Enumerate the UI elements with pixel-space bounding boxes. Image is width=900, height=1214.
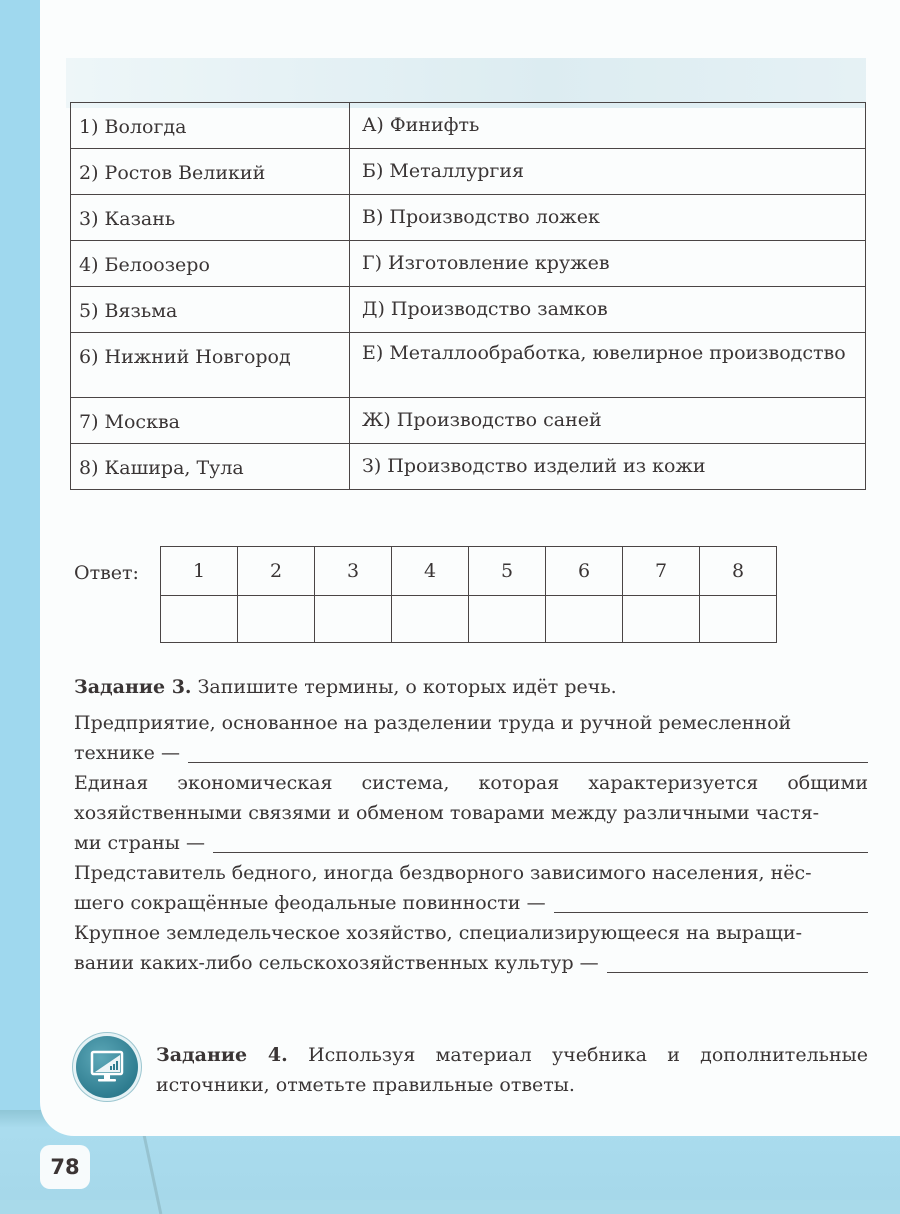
table-row — [71, 287, 866, 333]
city-cell: 2) Ростов Великий — [71, 149, 350, 195]
definition-4-answer-line[interactable] — [607, 950, 868, 973]
definition-1-answer-line[interactable] — [188, 740, 868, 763]
answer-cell-7[interactable] — [623, 596, 700, 643]
city-cell: 1) Вологда — [71, 103, 350, 149]
craft-cell: Б) Металлургия — [350, 149, 866, 195]
definition-2-tail: ми страны — — [74, 832, 205, 854]
answer-cell-1[interactable] — [161, 596, 238, 643]
answer-cell-8[interactable] — [700, 596, 777, 643]
answer-cell-4[interactable] — [392, 596, 469, 643]
city-cell: 5) Вязьма — [71, 287, 350, 333]
definition-2-answer-line[interactable] — [213, 830, 868, 853]
definition-4-answer-row — [74, 948, 868, 978]
definition-1-answer-row — [74, 738, 868, 768]
task-4-instruction: Используя материал учебника и дополнительные источники, отметьте правильные ответы. — [156, 1044, 869, 1096]
city-cell: 7) Москва — [71, 398, 350, 444]
table-row — [71, 241, 866, 287]
answer-column-header: 4 — [392, 547, 469, 596]
answer-column-header: 1 — [161, 547, 238, 596]
answer-column-header: 2 — [238, 547, 315, 596]
task-4-number: Задание 4. — [156, 1044, 288, 1066]
answer-cell-5[interactable] — [469, 596, 546, 643]
city-cell: 4) Белоозеро — [71, 241, 350, 287]
table-row — [71, 333, 866, 398]
answer-cell-2[interactable] — [238, 596, 315, 643]
answer-cell-3[interactable] — [315, 596, 392, 643]
craft-cell: Д) Производство замков — [350, 287, 866, 333]
craft-cell: Ж) Производство саней — [350, 398, 866, 444]
answer-grid — [160, 546, 777, 643]
answer-input-row — [161, 596, 777, 643]
definition-3-text: Представитель бедного, иногда бездворного зависимого населения, нёс- — [74, 862, 812, 884]
answer-column-header: 8 — [700, 547, 777, 596]
definition-1-text: Предприятие, основанное на разделении труда и ручной ремесленной — [74, 712, 792, 734]
craft-cell: Е) Металлообработка, ювелирное производство — [350, 333, 866, 398]
matching-table — [70, 102, 866, 490]
craft-cell: В) Производство ложек — [350, 195, 866, 241]
definition-3-answer-row — [74, 888, 868, 918]
definition-3-tail: шего сокращённые феодальные повинности — — [74, 892, 546, 914]
answer-column-header: 7 — [623, 547, 700, 596]
table-row — [71, 195, 866, 241]
definition-4-text: Крупное земледельческое хозяйство, специализирующееся на выращи- — [74, 922, 803, 944]
city-cell: 8) Кашира, Тула — [71, 444, 350, 490]
definition-3-answer-line[interactable] — [554, 890, 868, 913]
table-row — [71, 103, 866, 149]
task-3-heading — [74, 672, 868, 702]
answer-header-row — [161, 547, 777, 596]
city-cell: 6) Нижний Новгород — [71, 333, 350, 398]
definition-2-answer-row — [74, 828, 868, 858]
table-row — [71, 444, 866, 490]
craft-cell: З) Производство изделий из кожи — [350, 444, 866, 490]
task-3-number: Задание 3. — [74, 676, 192, 698]
answer-label: Ответ: — [74, 562, 139, 584]
task-3-instruction: Запишите термины, о которых идёт речь. — [197, 676, 617, 698]
table-row — [71, 149, 866, 195]
answer-cell-6[interactable] — [546, 596, 623, 643]
answer-column-header: 6 — [546, 547, 623, 596]
definition-1-tail: технике — — [74, 742, 180, 764]
page-number: 78 — [40, 1145, 90, 1189]
answer-column-header: 5 — [469, 547, 546, 596]
table-row — [71, 398, 866, 444]
craft-cell: Г) Изготовление кружев — [350, 241, 866, 287]
city-cell: 3) Казань — [71, 195, 350, 241]
task-3 — [74, 672, 868, 978]
definition-4-tail: вании каких-либо сельскохозяйственных культур — — [74, 952, 599, 974]
answer-column-header: 3 — [315, 547, 392, 596]
task-4 — [156, 1040, 868, 1100]
computer-monitor-icon — [76, 1036, 138, 1098]
craft-cell: А) Финифть — [350, 103, 866, 149]
bleed-through-header — [66, 58, 866, 108]
definition-2-text: Единая экономическая система, которая характеризуется общими хозяйственными связями и обменом товарами между различными частя- — [74, 772, 868, 824]
